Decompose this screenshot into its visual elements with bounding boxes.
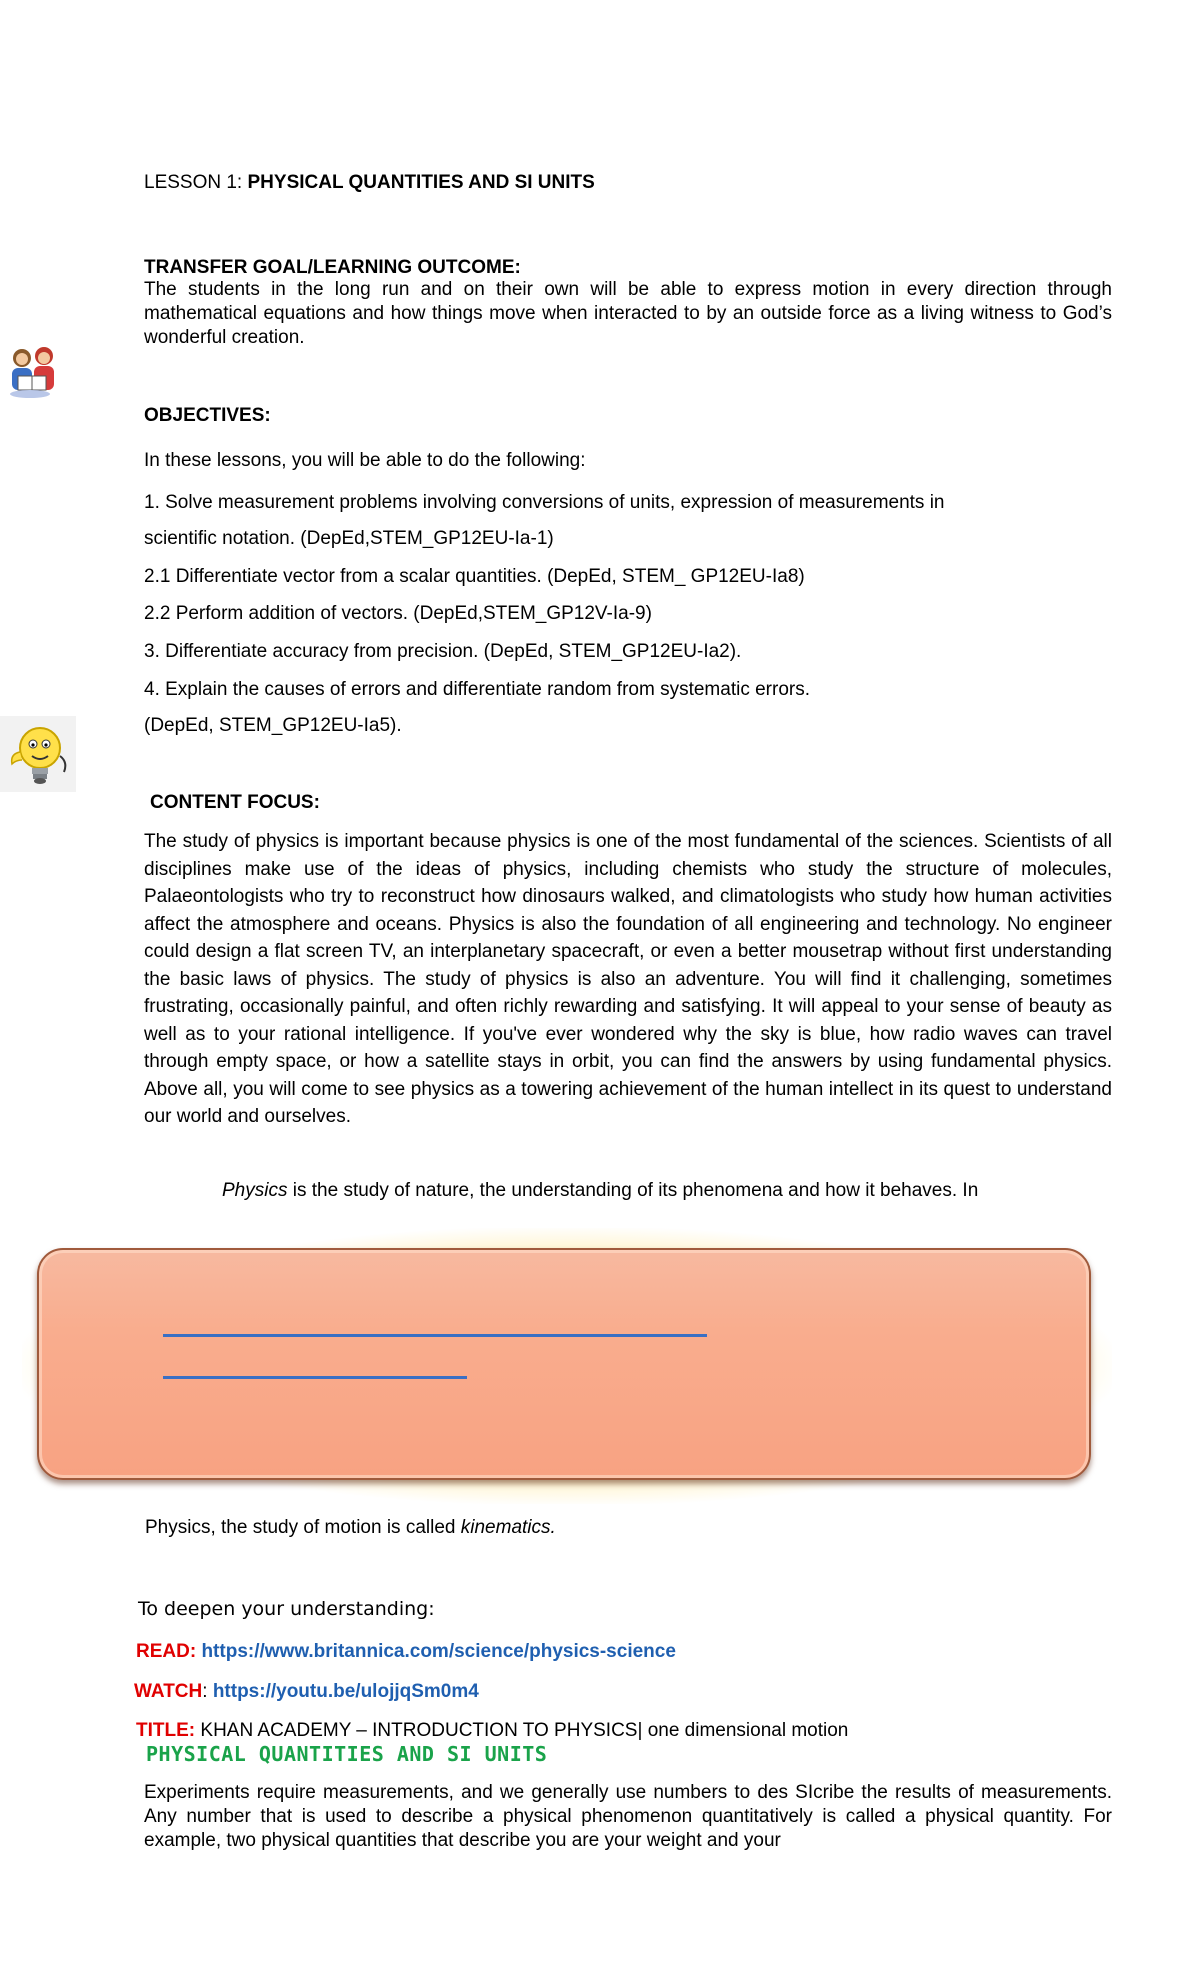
read-link[interactable]: https://www.britannica.com/science/physics-science	[201, 1641, 676, 1662]
title-label: TITLE:	[136, 1720, 201, 1741]
lightbulb-thinking-icon	[0, 716, 76, 792]
watch-label: WATCH	[134, 1681, 203, 1702]
objective-item: 4. Explain the causes of errors and differentiate random from systematic errors.	[144, 679, 811, 700]
content-focus-heading-text: CONTENT FOCUS:	[150, 792, 320, 813]
kinematics-sentence	[145, 1515, 556, 1540]
watch-row	[134, 1679, 479, 1704]
objectives-intro: In these lessons, you will be able to do the following:	[144, 450, 586, 471]
transfer-goal-heading	[144, 255, 521, 280]
kinematics-prefix: Physics, the study of motion is called	[145, 1517, 461, 1538]
physics-definition	[222, 1178, 978, 1203]
objective-item: 2.1 Differentiate vector from a scalar quantities. (DepEd, STEM_ GP12EU-Ia8)	[144, 566, 805, 587]
objectives-heading-text: OBJECTIVES:	[144, 405, 271, 426]
transfer-goal-heading-text: TRANSFER GOAL/LEARNING OUTCOME:	[144, 257, 521, 278]
lesson-title	[144, 170, 595, 195]
read-row	[136, 1639, 676, 1664]
fill-in-blank-line[interactable]	[163, 1376, 467, 1379]
students-reading-icon	[4, 344, 62, 402]
lesson-title-text: PHYSICAL QUANTITIES AND SI UNITS	[247, 172, 595, 193]
title-text: KHAN ACADEMY – INTRODUCTION TO PHYSICS| one dimensional motion	[200, 1720, 849, 1741]
watch-colon: :	[202, 1681, 213, 1702]
fill-in-callout-box	[37, 1248, 1091, 1480]
physics-italic: Physics	[222, 1180, 288, 1201]
deepen-heading: To deepen your understanding:	[138, 1598, 435, 1620]
watch-link[interactable]: https://youtu.be/ulojjqSm0m4	[212, 1681, 479, 1702]
transfer-goal-text: The students in the long run and on their own will be able to express motion in every direction through mathematical equations and how things move when interacted to by an outside force as a living witness to God’s wonderful creation.	[144, 279, 1112, 348]
objective-item: 1. Solve measurement problems involving conversions of units, expression of measurements in	[144, 492, 945, 513]
objective-item: scientific notation. (DepEd,STEM_GP12EU-Ia-1)	[144, 528, 554, 549]
read-label: READ:	[136, 1641, 202, 1662]
fill-in-blank-line[interactable]	[163, 1334, 707, 1337]
objective-item: 2.2 Perform addition of vectors. (DepEd,STEM_GP12V-Ia-9)	[144, 603, 652, 624]
section-paragraph: Experiments require measurements, and we generally use numbers to des SIcribe the results of measurements. Any number that is used to describe a physical phenomenon quantitatively is called a physical quantity. For example, two physical quantities that describe you are your weight and your	[144, 1782, 1112, 1851]
objective-item: 3. Differentiate accuracy from precision. (DepEd, STEM_GP12EU-Ia2).	[144, 641, 742, 662]
section-heading: PHYSICAL QUANTITIES AND SI UNITS	[146, 1742, 548, 1766]
lesson-prefix: LESSON 1:	[144, 172, 248, 193]
kinematics-word: kinematics.	[460, 1517, 556, 1538]
content-focus-paragraph: The study of physics is important because physics is one of the most fundamental of the sciences. Scientists of all disciplines make use of the ideas of physics, including chemists who study the structure of molecules, Palaeontologists who try to reconstruct how dinosaurs walked, and climatologists who study how human activities affect the atmosphere and oceans. Physics is also the foundation of all engineering and technology. No engineer could design a flat screen TV, an interplanetary spacecraft, or even a better mousetrap without first understanding the basic laws of physics. The study of physics is also an adventure. You will find it challenging, sometimes frustrating, occasionally painful, and often richly rewarding and satisfying. It will appeal to your sense of beauty as well as to your rational intelligence. If you've ever wondered why the sky is blue, how radio waves can travel through empty space, or how a satellite stays in orbit, you can find the answers by using fundamental physics. Above all, you will come to see physics as a towering achievement of the human intellect in its quest to understand our world and ourselves.	[144, 831, 1112, 1127]
title-row	[136, 1718, 848, 1743]
content-focus-heading	[150, 790, 320, 815]
objectives-heading	[144, 403, 271, 428]
objective-item: (DepEd, STEM_GP12EU-Ia5).	[144, 715, 402, 736]
physics-definition-rest: is the study of nature, the understanding of its phenomena and how it behaves. In	[287, 1180, 979, 1201]
